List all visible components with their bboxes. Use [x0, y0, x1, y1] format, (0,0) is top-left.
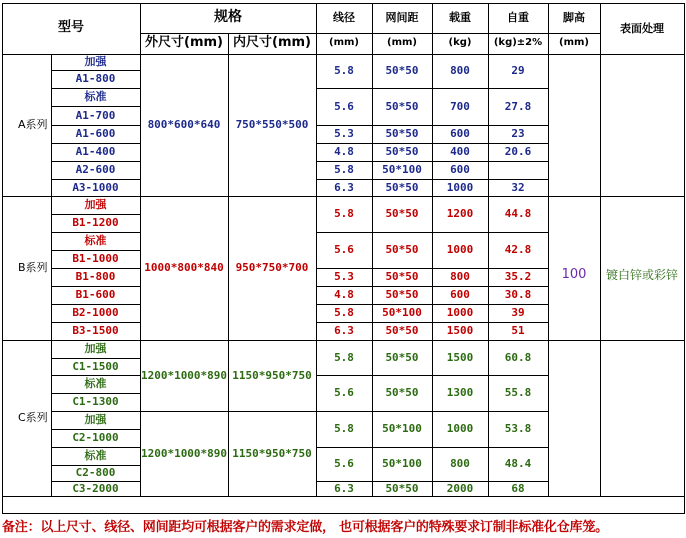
model-label: B1-1000	[72, 252, 119, 266]
model-label: B2-1000	[72, 306, 119, 320]
weight-value: 48.4	[504, 457, 532, 471]
mesh-value: 50*50	[385, 386, 419, 400]
model-label: 加强	[84, 413, 107, 427]
weight-value: 42.8	[504, 243, 532, 257]
model-label: C1-1500	[72, 359, 119, 373]
outer-size-value: 1200*1000*890	[140, 446, 228, 460]
mesh-value: 50*50	[385, 324, 419, 338]
load-value: 400	[450, 145, 470, 159]
grid-line	[51, 268, 141, 269]
grid-line	[684, 3, 685, 497]
header-spec: 规格	[214, 9, 242, 26]
inner-size-value: 1150*950*750	[232, 368, 312, 382]
grid-line	[51, 214, 141, 215]
weight-value: 35.2	[504, 270, 532, 284]
grid-line	[51, 70, 141, 71]
header-weight: 自重	[507, 11, 529, 25]
header-outer-size: 外尺寸(mm)	[145, 35, 223, 51]
weight-value: 23	[511, 127, 525, 141]
wire-value: 5.8	[334, 163, 354, 177]
model-label: 标准	[84, 377, 107, 391]
model-label: C1-1300	[72, 395, 119, 409]
header-model: 型号	[57, 20, 84, 36]
grid-line	[432, 3, 433, 497]
outer-size-value: 1200*1000*890	[140, 368, 228, 382]
mesh-value: 50*50	[385, 99, 419, 113]
load-value: 800	[450, 270, 470, 284]
grid-line	[2, 340, 685, 341]
grid-line	[51, 88, 141, 89]
wire-value: 5.8	[334, 207, 354, 221]
grid-line	[51, 375, 141, 376]
mesh-value: 50*100	[382, 306, 422, 320]
header-foot-unit: (mm)	[559, 37, 589, 49]
mesh-value: 50*100	[382, 457, 422, 471]
wire-value: 5.3	[334, 270, 354, 284]
grid-line	[51, 322, 141, 323]
grid-line	[684, 496, 685, 514]
wire-value: 5.8	[334, 64, 354, 78]
grid-line	[600, 3, 601, 497]
grid-line	[548, 3, 549, 497]
grid-line	[51, 429, 141, 430]
grid-line	[51, 481, 141, 482]
outer-size-value: 1000*800*840	[144, 261, 224, 275]
weight-value: 51	[511, 324, 525, 338]
mesh-value: 50*100	[382, 163, 422, 177]
header-wire-unit: (mm)	[329, 37, 359, 49]
grid-line	[51, 232, 141, 233]
grid-line	[51, 465, 141, 466]
outer-size-value: 800*600*640	[147, 118, 221, 132]
inner-size-value: 950*750*700	[235, 261, 309, 275]
model-label: A1-600	[75, 127, 116, 141]
weight-value: 29	[511, 64, 525, 78]
grid-line	[51, 358, 141, 359]
grid-line	[228, 33, 229, 497]
wire-value: 5.8	[334, 306, 354, 320]
load-value: 1500	[446, 350, 474, 364]
grid-line	[51, 143, 141, 144]
grid-line	[488, 3, 489, 497]
load-value: 1500	[446, 324, 474, 338]
load-value: 1000	[446, 422, 474, 436]
grid-line	[2, 496, 3, 514]
grid-line	[51, 393, 141, 394]
grid-line	[51, 125, 141, 126]
header-mesh: 网间距	[385, 11, 419, 25]
grid-line	[372, 3, 373, 497]
mesh-value: 50*50	[385, 350, 419, 364]
surface-value: 镀白锌或彩锌	[605, 267, 678, 282]
grid-line	[2, 3, 3, 497]
header-inner-size: 内尺寸(mm)	[233, 35, 311, 51]
load-value: 1000	[446, 243, 474, 257]
load-value: 600	[450, 127, 470, 141]
model-label: A3-1000	[72, 180, 119, 194]
wire-value: 5.8	[334, 422, 354, 436]
grid-line	[51, 286, 141, 287]
model-label: 标准	[84, 90, 107, 104]
model-label: 加强	[84, 342, 107, 356]
model-label: 标准	[84, 449, 107, 463]
grid-line	[140, 33, 601, 34]
weight-value	[488, 161, 548, 179]
model-label: C3-2000	[72, 481, 119, 495]
wire-value: 5.8	[334, 350, 354, 364]
mesh-value: 50*50	[385, 180, 419, 194]
mesh-value: 50*50	[385, 243, 419, 257]
model-label: B3-1500	[72, 324, 119, 338]
weight-value: 55.8	[504, 386, 532, 400]
grid-line	[140, 3, 141, 497]
load-value: 1300	[446, 386, 474, 400]
foot-height-value: 100	[561, 266, 587, 282]
model-label: A1-400	[75, 145, 116, 159]
header-load: 载重	[449, 11, 471, 25]
model-label: A2-600	[75, 163, 116, 177]
inner-size-value: 750*550*500	[235, 118, 309, 132]
grid-line	[51, 250, 141, 251]
header-foot: 脚高	[563, 11, 585, 25]
series-name: A系列	[18, 118, 48, 132]
grid-line	[2, 54, 685, 55]
weight-value: 27.8	[504, 99, 532, 113]
model-label: A1-800	[75, 72, 116, 86]
wire-value: 4.8	[334, 288, 354, 302]
model-label: 标准	[84, 234, 107, 248]
footnote: 备注：以上尺寸、线径、网间距均可根据客户的需求定做， 也可根据客户的特殊要求订制非标准化仓库笼。	[2, 519, 608, 535]
mesh-value: 50*50	[385, 127, 419, 141]
wire-value: 6.3	[334, 324, 354, 338]
model-label: 加强	[84, 198, 107, 212]
header-mesh-unit: (mm)	[387, 37, 417, 49]
wire-value: 5.6	[334, 243, 354, 257]
grid-line	[51, 304, 141, 305]
model-label: 加强	[84, 55, 107, 69]
grid-line	[2, 196, 685, 197]
header-weight-unit: (kg)±2%	[493, 37, 543, 49]
weight-value: 20.6	[504, 145, 532, 159]
wire-value: 5.3	[334, 127, 354, 141]
model-label: B1-600	[75, 288, 116, 302]
load-value: 800	[450, 457, 470, 471]
grid-line	[51, 179, 141, 180]
mesh-value: 50*50	[385, 288, 419, 302]
header-load-unit: (kg)	[448, 37, 472, 49]
grid-line	[51, 447, 141, 448]
mesh-value: 50*50	[385, 270, 419, 284]
series-name: B系列	[18, 261, 48, 275]
model-label: B1-800	[75, 270, 116, 284]
weight-value: 60.8	[504, 350, 532, 364]
wire-value: 5.6	[334, 386, 354, 400]
weight-value: 68	[511, 481, 525, 495]
load-value: 1000	[446, 306, 474, 320]
wire-value: 6.3	[334, 180, 354, 194]
weight-value: 30.8	[504, 288, 532, 302]
load-value: 600	[450, 163, 470, 177]
load-value: 2000	[446, 481, 474, 495]
series-name: C系列	[18, 411, 48, 425]
load-value: 800	[450, 64, 470, 78]
grid-line	[316, 3, 317, 497]
mesh-value: 50*100	[382, 422, 422, 436]
model-label: C2-800	[75, 466, 116, 480]
weight-value: 53.8	[504, 422, 532, 436]
grid-line	[2, 496, 685, 497]
load-value: 700	[450, 99, 470, 113]
header-surface: 表面处理	[620, 21, 664, 35]
weight-value: 44.8	[504, 207, 532, 221]
model-label: C2-1000	[72, 431, 119, 445]
weight-value: 32	[511, 180, 525, 194]
model-label: B1-1200	[72, 216, 119, 230]
mesh-value: 50*50	[385, 145, 419, 159]
grid-line	[51, 411, 141, 412]
grid-line	[51, 106, 141, 107]
weight-value: 39	[511, 306, 525, 320]
grid-line	[51, 54, 52, 497]
inner-size-value: 1150*950*750	[232, 446, 312, 460]
wire-value: 5.6	[334, 99, 354, 113]
wire-value: 6.3	[334, 481, 354, 495]
mesh-value: 50*50	[385, 207, 419, 221]
model-label: A1-700	[75, 108, 116, 122]
grid-line	[51, 161, 141, 162]
load-value: 1200	[446, 207, 474, 221]
load-value: 600	[450, 288, 470, 302]
wire-value: 5.6	[334, 457, 354, 471]
mesh-value: 50*50	[385, 481, 419, 495]
load-value: 1000	[446, 180, 474, 194]
wire-value: 4.8	[334, 145, 354, 159]
grid-line	[2, 3, 685, 4]
mesh-value: 50*50	[385, 64, 419, 78]
header-wire: 线径	[333, 11, 355, 25]
